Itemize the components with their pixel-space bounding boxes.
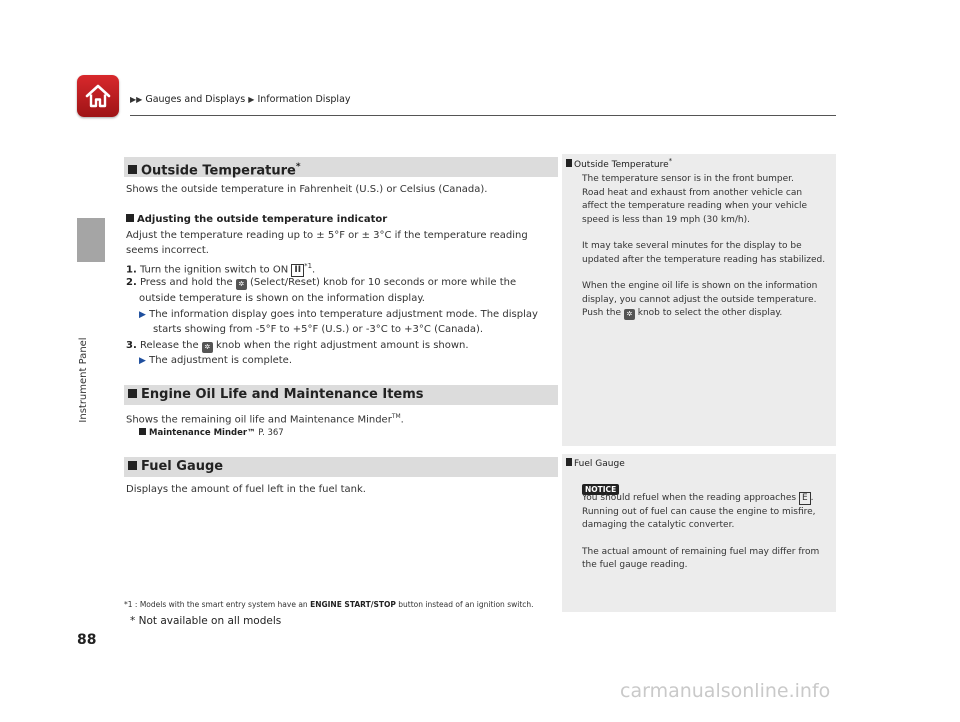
chapter-label: Instrument Panel — [78, 337, 89, 423]
heading-square-icon — [126, 214, 134, 222]
step-2-cont: outside temperature is shown on the information display. — [139, 293, 425, 304]
heading-square-icon — [128, 165, 137, 174]
aside-body: You should refuel when the reading approaches E . Running out of fuel can cause the engine to misfire, damaging the catalytic converter. The actual amount of remaining fuel may differ from the fuel gauge reading. — [582, 493, 820, 570]
heading-square-icon — [128, 389, 137, 398]
fuel-gauge-body: Displays the amount of fuel left in the fuel tank. — [126, 484, 366, 495]
cross-reference-icon — [139, 428, 146, 435]
breadcrumb — [130, 94, 351, 105]
step-2: 2. Press and hold the ✲ (Select/Reset) knob for 10 seconds or more while the — [126, 277, 517, 288]
step-3-result: ▶ The adjustment is complete. — [139, 355, 292, 366]
adjust-paragraph-line1: Adjust the temperature reading up to ± 5°F or ± 3°C if the temperature reading — [126, 230, 528, 241]
breadcrumb-arrow-icon: ▶▶ — [130, 95, 143, 104]
header-rule — [130, 115, 836, 116]
page-number: 88 — [77, 632, 97, 648]
aside-marker-icon — [566, 458, 572, 466]
select-reset-knob-icon: ✲ — [236, 279, 247, 290]
adjust-subheading: Adjusting the outside temperature indicator — [126, 212, 387, 227]
notice-badge: NOTICE — [582, 477, 619, 496]
footnote: *1 : Models with the smart entry system have an ENGINE START/STOP button instead of an ignition switch. — [124, 600, 534, 609]
home-button[interactable] — [77, 75, 119, 117]
step-2-result-cont: starts showing from -5°F to +5°F (U.S.) or -3°C to +3°C (Canada). — [153, 324, 484, 335]
step-1: 1. Turn the ignition switch to ON II $^{*1}$. — [126, 262, 316, 276]
aside-marker-icon — [566, 159, 572, 167]
select-reset-knob-icon: ✲ — [202, 342, 213, 353]
empty-marker-box: E — [799, 492, 811, 505]
aside-body: The temperature sensor is in the front bumper. Road heat and exhaust from another vehicle can affect the temperature reading when your vehicle speed is less than 19 mph (30 km/h). It may take several minutes for the display to be updated after the temperature reading has stabilized. When the engine oil life is shown on the information display, you cannot adjust the outside temperature. Push the ✲ knob to select the other display. — [582, 174, 826, 318]
aside-fuel-gauge — [562, 454, 836, 612]
maintenance-minder-link[interactable]: Maintenance Minder™ P. 367 — [139, 426, 284, 441]
heading-square-icon — [128, 461, 137, 470]
select-reset-knob-icon: ✲ — [624, 309, 635, 320]
step-2-result: ▶ The information display goes into temperature adjustment mode. The display — [139, 309, 538, 320]
section-heading-outside-temperature: Outside Temperature* — [124, 157, 558, 177]
breadcrumb-arrow-icon: ▶ — [248, 95, 255, 104]
home-icon — [84, 82, 112, 110]
breadcrumb-gauges[interactable]: Gauges and Displays — [145, 94, 246, 105]
watermark: carmanualsonline.info — [620, 680, 831, 702]
adjust-paragraph-line2: seems incorrect. — [126, 245, 209, 256]
step-3: 3. Release the ✲ knob when the right adjustment amount is shown. — [126, 340, 469, 351]
result-arrow-icon: ▶ — [139, 356, 146, 366]
oil-life-body: Shows the remaining oil life and Maintenance Minder™. — [126, 413, 404, 426]
aside-title: Outside Temperature* — [566, 157, 672, 170]
section-heading-oil-life: Engine Oil Life and Maintenance Items — [124, 385, 558, 405]
result-arrow-icon: ▶ — [139, 310, 146, 320]
ignition-mode-box: II — [291, 264, 304, 277]
chapter-tab[interactable] — [77, 218, 105, 262]
breadcrumb-information-display: Information Display — [257, 94, 351, 105]
outside-temp-intro: Shows the outside temperature in Fahrenheit (U.S.) or Celsius (Canada). — [126, 184, 488, 195]
aside-outside-temperature — [562, 154, 836, 446]
aside-title: Fuel Gauge — [566, 458, 625, 469]
availability-note: * Not available on all models — [130, 615, 282, 627]
section-heading-fuel-gauge: Fuel Gauge — [124, 457, 558, 477]
